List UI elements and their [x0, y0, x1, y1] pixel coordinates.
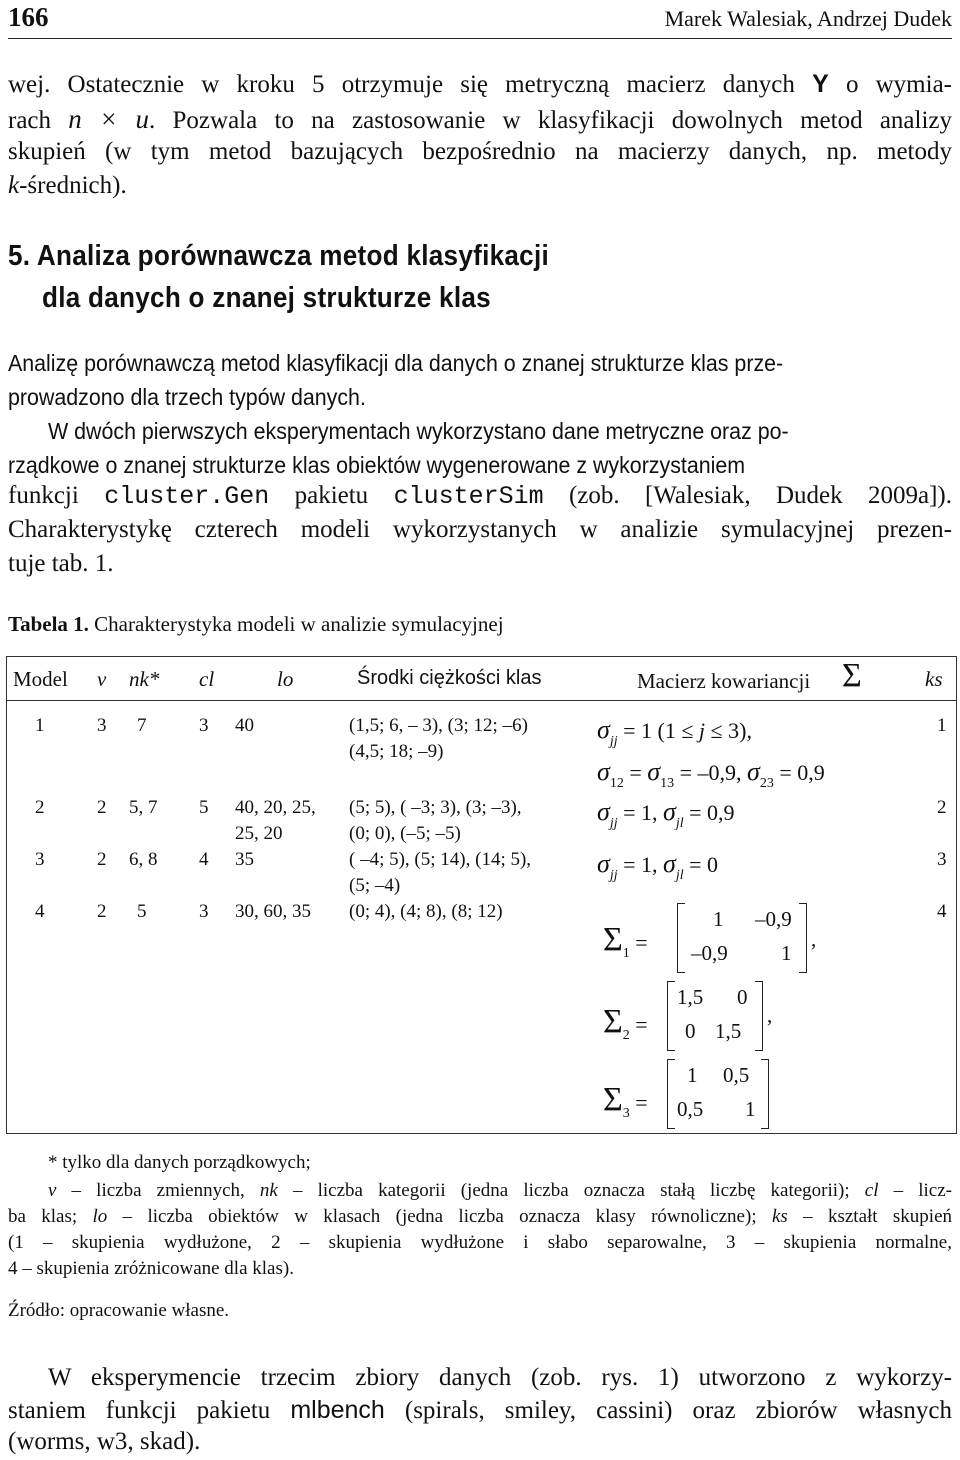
- row2-lo-cont: 25, 20: [235, 823, 283, 844]
- row3-ks: 3: [937, 849, 947, 870]
- sigma2-a12: 0: [737, 985, 748, 1009]
- package-mlbench: mlbench: [290, 1396, 385, 1424]
- model-table: [6, 656, 957, 1134]
- row3-cl: 4: [199, 849, 209, 870]
- footnote-3: ba klas; lo – liczba obiektów w klasach (jedna liczba oznacza klasy równoliczne); ks – kształt skupień: [8, 1206, 953, 1227]
- row2-model: 2: [35, 797, 45, 818]
- row4-ks: 4: [937, 901, 947, 922]
- sigma1-comma: ,: [811, 927, 817, 951]
- sigma3-a12: 0,5: [723, 1063, 750, 1087]
- row1-ks: 1: [937, 715, 947, 736]
- body3-line-3: (worms, w3, skad).: [8, 1428, 201, 1455]
- section-title-line-1: 5. Analiza porównawcza metod klasyfikacji: [8, 240, 549, 272]
- row2-v: 2: [97, 797, 107, 818]
- row2-cov: $\sigma_{jj} = 1$, $\sigma_{jl} = 0,9$: [597, 797, 735, 831]
- body2-line-3: funkcji cluster.Gen pakietu clusterSim (zob. [Walesiak, Dudek 2009a]).: [8, 482, 952, 511]
- sigma-symbol-icon: Σ: [842, 657, 862, 694]
- body2-line-5: tuje tab. 1.: [8, 550, 114, 577]
- sigma3-matrix: [667, 1059, 769, 1129]
- sigma1-matrix: [677, 903, 807, 973]
- body2-line-1: W dwóch pierwszych eksperymentach wykorzystano dane metryczne oraz po-: [48, 418, 789, 444]
- row3-lo: 35: [235, 849, 254, 870]
- sigma1-a11: 1: [713, 907, 724, 931]
- th-ks: ks: [925, 667, 943, 691]
- row1-cl: 3: [199, 715, 209, 736]
- footnote-5: 4 – skupienia zróżnicowane dla klas).: [8, 1258, 294, 1279]
- row4-model: 4: [35, 901, 45, 922]
- table-caption: Tabela 1. Charakterystyka modeli w analizie symulacyjnej: [8, 612, 504, 636]
- th-model: Model: [13, 667, 68, 691]
- row4-nk: 5: [137, 901, 147, 922]
- row3-cov: $\sigma_{jj} = 1$, $\sigma_{jl} = 0$: [597, 849, 719, 883]
- sigma3-a22: 1: [745, 1097, 756, 1121]
- footnote-2: v – liczba zmiennych, nk – liczba kategorii (jedna liczba oznacza stałą liczbę kategorii); cl – licz-: [48, 1180, 952, 1201]
- th-cl: cl: [199, 667, 215, 691]
- row3-centers-1: ( –4; 5), (5; 14), (14; 5),: [349, 849, 532, 870]
- body3-line-1: W eksperymencie trzecim zbiory danych (zob. rys. 1) utworzono z wykorzy-: [48, 1364, 952, 1391]
- row3-nk: 6, 8: [129, 849, 158, 870]
- table-header-rule: [7, 700, 956, 701]
- sigma2-a21: 0: [685, 1019, 696, 1043]
- row4-v: 2: [97, 901, 107, 922]
- sigma1-a22: 1: [781, 941, 792, 965]
- intro-line-3: skupień (w tym metod bazujących bezpośrednio na macierzy danych, np. metody: [8, 138, 952, 165]
- body1-line-2: prowadzono dla trzech typów danych.: [8, 384, 366, 410]
- code-clustersim: clusterSim: [393, 482, 544, 511]
- running-header-authors: Marek Walesiak, Andrzej Dudek: [664, 6, 952, 31]
- code-cluster-gen: cluster.Gen: [104, 482, 270, 511]
- body1-line-1: Analizę porównawczą metod klasyfikacji dla danych o znanej strukturze klas prze-: [8, 350, 784, 376]
- row1-cov-1: $\sigma_{jj} = 1$ (1 ≤ j ≤ 3),: [597, 715, 752, 749]
- intro-line-1: wej. Ostatecznie w kroku 5 otrzymuje się metryczną macierz danych Y o wymia-: [8, 70, 952, 98]
- sigma2-a11: 1,5: [677, 985, 704, 1009]
- row1-v: 3: [97, 715, 107, 736]
- th-centroids: Środki ciężkości klas: [357, 667, 542, 689]
- th-lo: lo: [277, 667, 294, 691]
- page-number: 166: [8, 2, 49, 32]
- footnote-4: (1 – skupienia wydłużone, 2 – skupienia wydłużone i słabo separowalne, 3 – skupienia normalne,: [8, 1232, 952, 1253]
- footnote-1: * tylko dla danych porządkowych;: [48, 1152, 311, 1173]
- row3-centers-2: (5; –4): [349, 875, 401, 896]
- sigma1-a12: –0,9: [755, 907, 792, 931]
- sigma1-a21: –0,9: [691, 941, 728, 965]
- row1-centers-1: (1,5; 6, – 3), (3; 12; –6): [349, 715, 528, 736]
- row4-centers: (0; 4), (4; 8), (8; 12): [349, 901, 503, 922]
- row4-lo: 30, 60, 35: [235, 901, 311, 922]
- row1-lo: 40: [235, 715, 254, 736]
- body2-line-2: rządkowe o znanej strukturze klas obiektów wygenerowane z wykorzystaniem: [8, 452, 746, 478]
- header-rule: [8, 38, 952, 39]
- matrix-y: Y: [812, 70, 829, 98]
- row2-nk: 5, 7: [129, 797, 158, 818]
- intro-line-2: rach n × u. Pozwala to na zastosowanie w klasyfikacji dowolnych metod analizy: [8, 104, 952, 134]
- sigma3-label: $\Sigma_3$ =: [603, 1081, 648, 1121]
- intro-line-4: k-średnich).: [8, 172, 127, 199]
- th-nk: nk*: [129, 667, 160, 691]
- row2-cl: 5: [199, 797, 209, 818]
- body2-line-4: Charakterystykę czterech modeli wykorzystanych w analizie symulacyjnej prezen-: [8, 516, 952, 543]
- sigma3-a21: 0,5: [677, 1097, 704, 1121]
- source-note: Źródło: opracowanie własne.: [8, 1300, 230, 1321]
- sigma3-a11: 1: [687, 1063, 698, 1087]
- sigma2-a22: 1,5: [715, 1019, 742, 1043]
- section-title-line-2: dla danych o znanej strukturze klas: [42, 282, 491, 314]
- row2-centers-2: (0; 0), (–5; –5): [349, 823, 461, 844]
- row1-centers-2: (4,5; 18; –9): [349, 741, 444, 762]
- dims-n-times-u: n × u: [68, 104, 150, 134]
- sigma1-label: $\Sigma_1$ =: [603, 921, 648, 961]
- body3-line-2: staniem funkcji pakietu mlbench (spirals, smiley, cassini) oraz zbiorów własnych: [8, 1396, 952, 1424]
- row2-centers-1: (5; 5), ( –3; 3), (3; –3),: [349, 797, 522, 818]
- sigma2-label: $\Sigma_2$ =: [603, 1003, 648, 1043]
- row3-v: 2: [97, 849, 107, 870]
- sigma2-comma: ,: [767, 1003, 773, 1027]
- th-v: v: [97, 667, 107, 691]
- sigma2-matrix: [667, 981, 763, 1051]
- row1-model: 1: [35, 715, 45, 736]
- row1-cov-2: $\sigma_{12} = \sigma_{13} = -0,9$, $\sigma_{23} = 0,9$: [597, 757, 825, 791]
- th-covariance: Macierz kowariancji: [637, 669, 811, 693]
- row2-ks: 2: [937, 797, 947, 818]
- row3-model: 3: [35, 849, 45, 870]
- row1-nk: 7: [137, 715, 147, 736]
- row4-cl: 3: [199, 901, 209, 922]
- row2-lo: 40, 20, 25,: [235, 797, 316, 818]
